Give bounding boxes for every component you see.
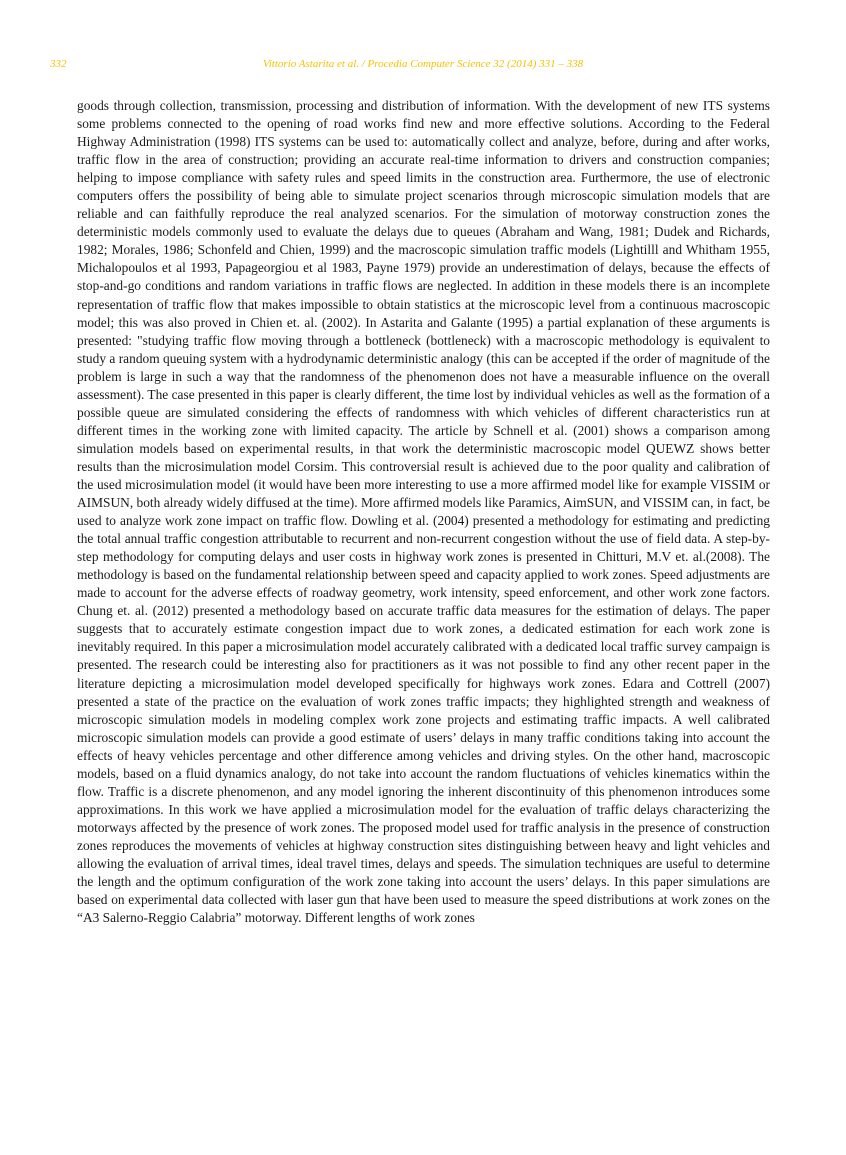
page-header — [0, 58, 846, 74]
body-paragraph: goods through collection, transmission, processing and distribution of information. With the development of new ITS systems some problems connected to the opening of road works find new and more effective solutions. According to the Federal Highway Administration (1998) ITS systems can be used to: automatically collect and analyze, before, during and after works, traffic flow in the area of construction; providing an accurate real-time information to drivers and construction companies; helping to impose compliance with safety rules and speed limits in the construction area. Furthermore, the use of electronic computers offers the possibility of being able to simulate project scenarios through microscopic simulation models that are reliable and can faithfully reproduce the real analyzed scenarios. For the simulation of motorway construction zones the deterministic models commonly used to evaluate the delays due to queues (Abraham and Wang, 1981; Dudek and Richards, 1982; Morales, 1986; Schonfeld and Chien, 1999) and the macroscopic simulation traffic models (Lightilll and Whitham 1955, Michalopoulos et al 1993, Papageorgiou et al 1983, Payne 1979) provide an underestimation of delays, because the effects of stop-and-go conditions and random variations in traffic flows are neglected. In addition in these models there is an incomplete representation of traffic flow that makes impossible to obtain statistics at the microscopic level from a continuous macroscopic model; this was also proved in Chien et. al. (2002). In Astarita and Galante (1995) a partial explanation of these arguments is presented: "studying traffic flow moving through a bottleneck (bottleneck) with a macroscopic methodology is equivalent to study a random queuing system with a hydrodynamic deterministic analogy (this can be accepted if the order of magnitude of the problem is large in such a way that the randomness of the phenomenon does not have a measurable influence on the overall assessment). The case presented in this paper is clearly different, the time lost by individual vehicles as well as the formation of a possible queue are simulated considering the effects of randomness with which vehicles of different characteristics run at different times in the working zone with limited capacity. The article by Schnell et al. (2001) shows a comparison among simulation models based on experimental results, in that work the deterministic macroscopic model QUEWZ shows better results than the microsimulation model Corsim. This controversial result is achieved due to the poor quality and calibration of the used microsimulation model (it would have been more interesting to use a more affirmed model like for example VISSIM or AIMSUN, both already widely diffused at the time). More affirmed models like Paramics, AimSUN, and VISSIM can, in fact, be used to analyze work zone impact on traffic flow. Dowling et al. (2004) presented a methodology for estimating and predicting the total annual traffic congestion attributable to recurrent and non-recurrent congestion without the use of field data. A step-by-step methodology for computing delays and user costs in highway work zones is presented in Chitturi, M.V et. al.(2008). The methodology is based on the fundamental relationship between speed and capacity applied to work zones. Speed adjustments are made to account for the adverse effects of roadway geometry, work intensity, speed enforcement, and other work zone factors. Chung et. al. (2012) presented a methodology based on accurate traffic data measures for the estimation of delays. The paper suggests that to accurately estimate congestion impact due to work zones, a dedicated estimation for each work zone is inevitably required. In this paper a microsimulation model accurately calibrated with a dedicated local traffic survey campaign is presented. The research could be interesting also for practitioners as it was not possible to find any other recent paper in the literature depicting a microsimulation model developed specifically for highways work zones. Edara and Cottrell (2007) presented a state of the practice on the evaluation of work zones traffic impacts; they highlighted strength and weakness of microscopic simulation models in modeling complex work zone projects and estimating traffic impacts. A well calibrated microscopic simulation models can provide a good estimate of users’ delays in many traffic conditions taking into account the effects of heavy vehicles percentage and other difference among vehicles and driving styles. On the other hand, macroscopic models, based on a fluid dynamics analogy, do not take into account the random fluctuations of vehicles kinematics within the flow. Traffic is a discrete phenomenon, and any model ignoring the inherent discontinuity of this phenomenon introduces some approximations. In this work we have applied a microsimulation model for the evaluation of traffic delays characterizing the motorways affected by the presence of work zones. The proposed model used for traffic analysis in the presence of construction zones reproduces the movements of vehicles at highway construction sites distinguishing between heavy and light vehicles and allowing the evaluation of arrival times, ideal travel times, delays and speeds. The simulation techniques are useful to determine the length and the optimum configuration of the work zone taking into account the users’ delays. In this paper simulations are based on experimental data collected with laser gun that have been used to measure the speed distributions at work zones on the “A3 Salerno-Reggio Calabria” motorway. Different lengths of work zones — [77, 98, 770, 926]
running-head: Vittorio Astarita et al. / Procedia Computer Science 32 (2014) 331 – 338 — [262, 58, 584, 70]
page-number: 332 — [50, 58, 67, 70]
